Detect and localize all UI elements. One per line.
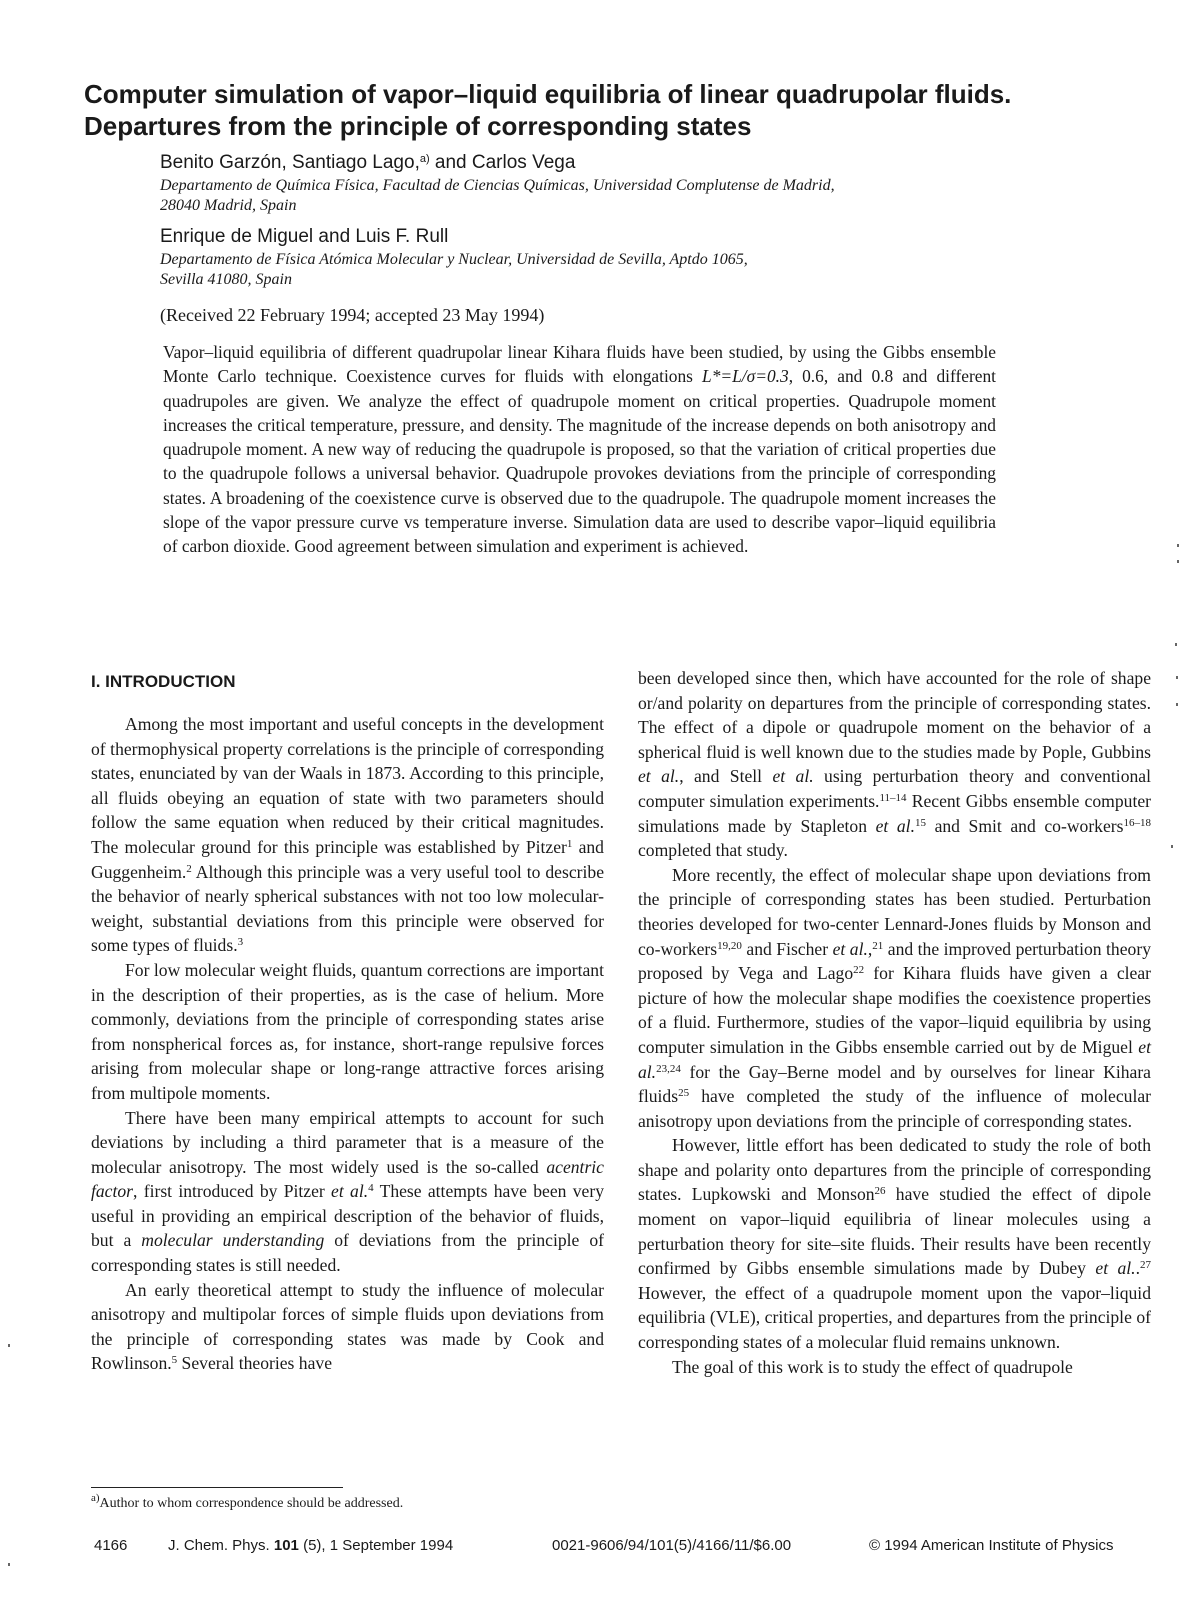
paragraph: However, little effort has been dedicated to study the role of both shape and polarity onto departures from the principle of corresponding states. Lupkowski and Monson$^{26}$ have studied the effect of dipole moment on vapor–liquid equilibria of linear molecules using a perturbation theory for site–site fluids. Their results have been recently confirmed by Gibbs ensemble simulations made by Dubey et al..$^{27}$ However, the effect of a quadrupole moment upon the vapor–liquid equilibria (VLE), critical properties, and departures from the principle of corresponding states of a molecular fluid remains unknown. — [638, 1135, 1152, 1353]
article-title — [84, 78, 1164, 142]
paragraph: For low molecular weight fluids, quantum corrections are important in the description of their properties, as is the case of helium. More commonly, deviations from the principle of corresponding states arise from nonspherical forces as, for instance, short-range repulsive forces arising from molecular shape or long-range attractive forces arising from multipole moments. — [91, 959, 604, 1103]
paragraph: There have been many empirical attempts to account for such deviations by including a third parameter that is a measure of the molecular anisotropy. The most widely used is the so-called acentric factor, first introduced by Pitzer et al.$^4$ These attempts have been very useful in providing an empirical description of the behavior of fluids, but a molecular understanding of deviations from the principle of corresponding states is still needed. — [91, 1107, 605, 1276]
affiliation-1: Departamento de Química Física, Facultad de Ciencias Químicas, Universidad Complutense de Madrid, 28040 Madrid, Spain — [160, 177, 835, 214]
affiliation-2: Departamento de Física Atómica Molecular y Nuclear, Universidad de Sevilla, Aptdo 1065, Sevilla 41080, Spain — [160, 251, 748, 288]
page-number: 4166 — [94, 1537, 128, 1554]
article-code: 0021-9606/94/101(5)/4166/11/$6.00 — [552, 1537, 792, 1554]
right-column — [638, 666, 1151, 1379]
paragraph: The goal of this work is to study the effect of quadrupole — [672, 1356, 1073, 1377]
copyright: © 1994 American Institute of Physics — [869, 1537, 1114, 1554]
paragraph: An early theoretical attempt to study the influence of molecular anisotropy and multipolar forces of simple fluids upon deviations from the principle of corresponding states was made by Cook and Rowlinson.$^5$ Several theories have — [91, 1279, 604, 1374]
journal-citation: J. Chem. Phys. 101 (5), 1 September 1994 — [168, 1537, 454, 1554]
section-heading: I. INTRODUCTION — [91, 672, 236, 691]
paragraph: More recently, the effect of molecular shape upon deviations from the principle of corresponding states has been studied. Perturbation theories developed for two-center Lennard-Jones fluids by Monson and co-workers$^{19,20}$ and Fischer et al.,$^{21}$ and the improved perturbation theory proposed by Vega and Lago$^{22}$ for Kihara fluids have given a clear picture of how the molecular shape modifies the coexistence properties of a fluid. Furthermore, studies of the vapor–liquid equilibria by using computer simulation in the Gibbs ensemble carried out by de Miguel et al.$^{23,24}$ for the Gay–Berne model and by ourselves for linear Kihara fluids$^{25}$ have completed the study of the influence of molecular anisotropy upon deviations from the principle of corresponding states. — [638, 864, 1151, 1131]
abstract: Vapor–liquid equilibria of different quadrupolar linear Kihara fluids have been studied, by using the Gibbs ensemble Monte Carlo technique. Coexistence curves for fluids with elongations L*=L/σ=0.3, 0.6, and 0.8 and different quadrupoles are given. We analyze the effect of quadrupole moment on critical properties. Quadrupole moment increases the critical temperature, pressure, and density. The magnitude of the increase depends on both anisotropy and quadrupole moment. A new way of reducing the quadrupole is proposed, so that the variation of critical properties due to the quadrupole follows a universal behavior. Quadrupole provokes deviations from the principle of corresponding states. A broadening of the coexistence curve is observed due to the quadrupole. The quadrupole moment increases the slope of the vapor pressure curve vs temperature inverse. Simulation data are used to describe vapor–liquid equilibria of carbon dioxide. Good agreement between simulation and experiment is achieved. — [163, 342, 997, 557]
title-line-2: Departures from the principle of corresponding states — [84, 111, 752, 141]
paragraph: Among the most important and useful concepts in the development of thermophysical property correlations is the principle of corresponding states, enunciated by van der Waals in 1873. According to this principle, all fluids obeying an equation of state with two parameters should follow the same equation when reduced by their critical magnitudes. The molecular ground for this principle was established by Pitzer$^1$ and Guggenheim.$^2$ Although this principle was a very useful tool to describe the behavior of nearly spherical substances with not too low molecular-weight, substantial deviations from this principle were observed for some types of fluids.$^3$ — [91, 714, 604, 956]
paragraph: been developed since then, which have accounted for the role of shape or/and polarity on departures from the principle of corresponding states. The effect of a dipole or quadrupole moment on the behavior of a spherical fluid is well known due to the studies made by Pople, Gubbins et al., and Stell et al. using perturbation theory and conventional computer simulation experiments.$^{11-14}$ Recent Gibbs ensemble computer simulations made by Stapleton et al.$^{15}$ and Smit and co-workers$^{16-18}$ completed that study. — [638, 668, 1151, 861]
left-column — [91, 712, 604, 1376]
title-line-1: Computer simulation of vapor–liquid equilibria of linear quadrupolar fluids. — [84, 79, 1012, 109]
received-dates: (Received 22 February 1994; accepted 23 May 1994) — [160, 305, 545, 325]
elongation-formula: L*=L/σ=0.3 — [702, 366, 789, 387]
author-line-2: Enrique de Miguel and Luis F. Rull — [160, 226, 449, 247]
footnote-rule — [91, 1487, 343, 1488]
footnote: $^{a)}$Author to whom correspondence should be addressed. — [91, 1492, 404, 1511]
author-line-1: Benito Garzón, Santiago Lago,$^{a)}$ and Carlos Vega — [160, 152, 576, 173]
